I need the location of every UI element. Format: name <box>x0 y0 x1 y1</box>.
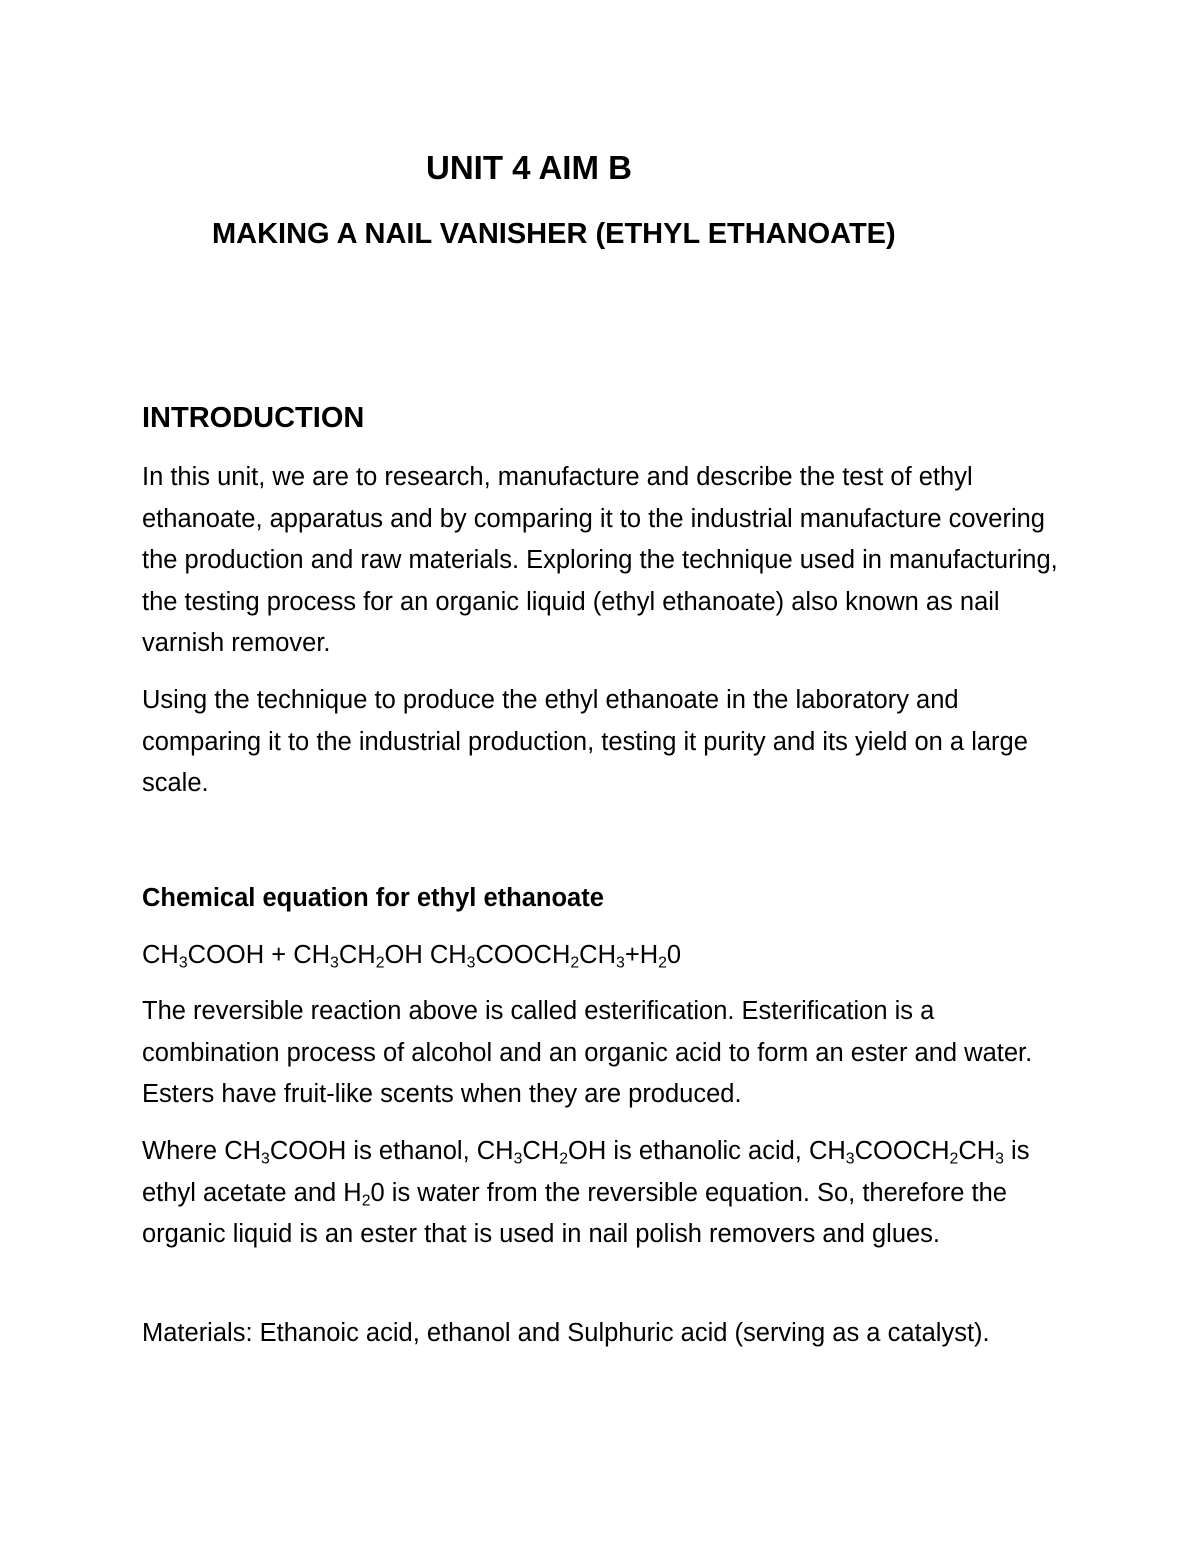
materials-paragraph: Materials: Ethanoic acid, ethanol and Sulphuric acid (serving as a catalyst). <box>142 1319 990 1347</box>
chemical-equation-heading: Chemical equation for ethyl ethanoate <box>142 884 604 912</box>
document-subtitle: MAKING A NAIL VANISHER (ETHYL ETHANOATE) <box>212 218 896 250</box>
where-paragraph: Where $CH_3COOH$ is ethanol, $CH_3CH_2OH$ is ethanolic acid, $CH_3COOCH_2CH_3$ is ethyl acetate and $H_20$ is water from the reversible equation. So, therefore the organic liquid is an ester that is used in nail polish removers and glues. <box>142 1137 1030 1248</box>
document-title: UNIT 4 AIM B <box>426 149 632 186</box>
introduction-paragraph-1: In this unit, we are to research, manufacture and describe the test of ethyl ethanoate, apparatus and by comparing it to the industrial manufacture covering the production and raw materials. Exploring the technique used in manufacturing, the testing process for an organic liquid (ethyl ethanoate) also known as nail varnish remover. <box>142 463 1058 657</box>
esterification-paragraph: The reversible reaction above is called esterification. Esterification is a combination process of alcohol and an organic acid to form an ester and water. Esters have fruit-like scents when they are produced. <box>142 997 1033 1108</box>
introduction-heading: INTRODUCTION <box>142 402 365 434</box>
chemical-equation: $CH_3COOH + CH_3CH_2OH$ $CH_3COOCH_2CH_3+H_20$ <box>142 941 682 972</box>
introduction-paragraph-2: Using the technique to produce the ethyl ethanoate in the laboratory and comparing it to the industrial production, testing it purity and its yield on a large scale. <box>142 686 1028 797</box>
